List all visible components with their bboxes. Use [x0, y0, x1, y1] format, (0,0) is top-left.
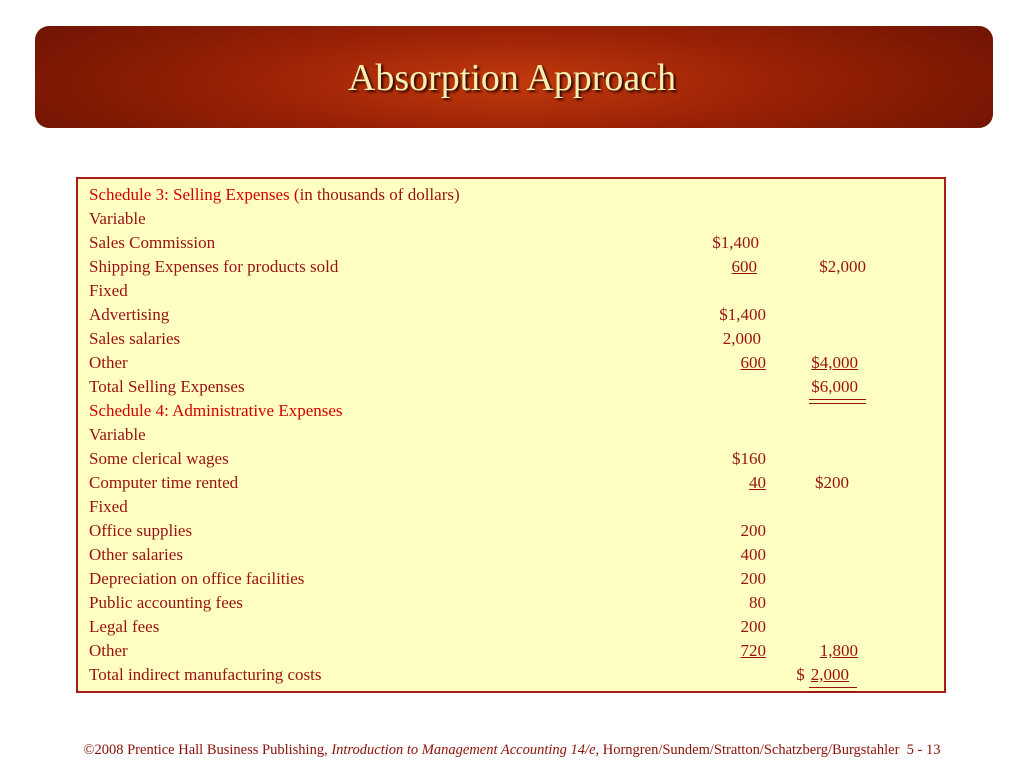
slide-title: Absorption Approach	[347, 57, 677, 99]
row-label: Other salaries	[89, 545, 183, 564]
row-amount: 400	[740, 545, 766, 564]
row-label: Total Selling Expenses	[89, 377, 245, 396]
slide-footer	[0, 742, 1024, 759]
section-label: Fixed	[89, 497, 128, 516]
grand-total: 2,000	[811, 663, 849, 687]
row-amount: $1,400	[719, 305, 766, 324]
row-label: Other	[89, 641, 128, 660]
row-label: Depreciation on office facilities	[89, 569, 305, 588]
row-amount: 600	[740, 353, 766, 372]
section-label: Variable	[89, 425, 146, 444]
row-amount: 200	[740, 617, 766, 636]
row-label: Some clerical wages	[89, 449, 229, 468]
table-row	[89, 423, 929, 447]
footer-copyright: ©2008 Prentice Hall Business Publishing,	[83, 742, 332, 758]
row-amount: 200	[740, 521, 766, 540]
row-label: Other	[89, 353, 128, 372]
row-label: Public accounting fees	[89, 593, 243, 612]
table-row	[89, 639, 929, 663]
table-row	[89, 495, 929, 519]
table-row	[89, 663, 929, 687]
row-amount: 600	[731, 257, 757, 276]
table-row	[89, 447, 929, 471]
row-subtotal: 1,800	[819, 641, 858, 660]
expense-schedule-panel	[76, 177, 946, 693]
table-row	[89, 351, 929, 375]
table-row	[89, 519, 929, 543]
currency-sign: $	[796, 665, 805, 684]
table-row	[89, 591, 929, 615]
table-row	[89, 255, 929, 279]
row-label: Shipping Expenses for products sold	[89, 257, 339, 276]
footer-page-number: 5 - 13	[906, 742, 941, 758]
grand-total: $6,000	[811, 375, 858, 399]
schedule4-heading: Schedule 4: Administrative Expenses	[89, 401, 343, 420]
row-amount: 720	[740, 641, 766, 660]
row-amount: $1,400	[712, 233, 759, 252]
row-amount: 2,000	[722, 329, 761, 348]
row-label: Office supplies	[89, 521, 193, 540]
row-label: Sales Commission	[89, 233, 216, 252]
row-amount: 40	[749, 473, 766, 492]
row-label: Sales salaries	[89, 329, 181, 348]
row-subtotal: $2,000	[819, 257, 866, 276]
table-row	[89, 207, 929, 231]
footer-book-title: Introduction to Management Accounting 14/e	[331, 742, 596, 758]
table-row	[89, 327, 929, 351]
table-row	[89, 231, 929, 255]
footer-authors: , Horngren/Sundem/Stratton/Schatzberg/Burgstahler	[595, 742, 900, 758]
row-amount: 80	[749, 593, 766, 612]
schedule3-heading-note: in thousands of dollars)	[299, 185, 460, 204]
schedule3-heading-row	[89, 183, 929, 207]
row-amount: $160	[732, 449, 766, 468]
table-row	[89, 567, 929, 591]
schedule4-heading-row	[89, 399, 929, 423]
section-label: Variable	[89, 209, 146, 228]
schedule3-heading: Schedule 3: Selling Expenses (	[89, 185, 300, 204]
row-label: Total indirect manufacturing costs	[89, 665, 322, 684]
row-label: Advertising	[89, 305, 170, 324]
row-label: Legal fees	[89, 617, 160, 636]
table-row	[89, 615, 929, 639]
table-row	[89, 279, 929, 303]
table-row	[89, 375, 929, 399]
row-label: Computer time rented	[89, 473, 239, 492]
row-amount: 200	[740, 569, 766, 588]
section-label: Fixed	[89, 281, 128, 300]
row-subtotal: $4,000	[811, 353, 858, 372]
table-row	[89, 543, 929, 567]
table-row	[89, 471, 929, 495]
row-subtotal: $200	[815, 473, 849, 492]
table-row	[89, 303, 929, 327]
